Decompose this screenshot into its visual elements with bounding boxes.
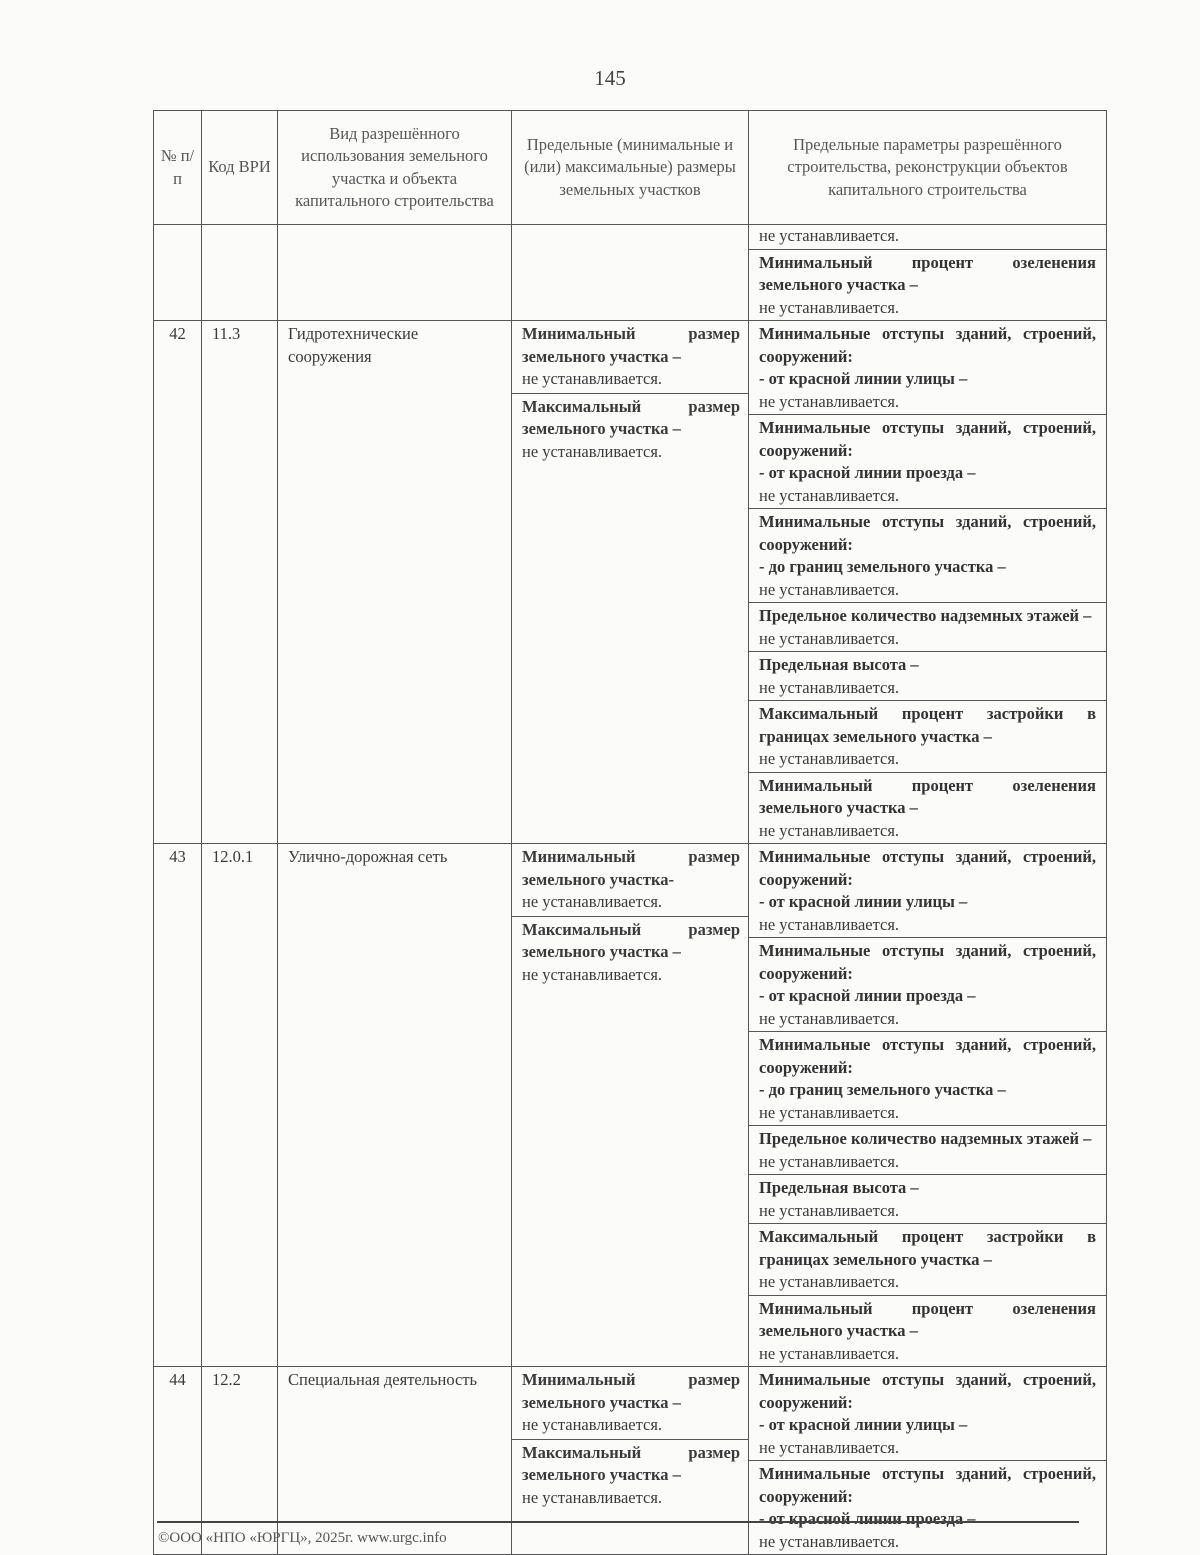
cell-size (512, 1367, 749, 1555)
cell-num: 44 (154, 1367, 202, 1555)
min-size: Минимальный размер земельного участка – не устанавливается. (522, 324, 740, 388)
cell-use: Улично-дорожная сеть (278, 844, 512, 1367)
table-row (154, 225, 1107, 321)
param-segment: Предельная высота – не устанавливается. (749, 652, 1106, 701)
header-use: Вид разрешённого использования земельного участка и объекта капитального строительства (278, 111, 512, 225)
param-segment: Минимальные отступы зданий, строений, сооружений: - от красной линии улицы – не устанавливается. (749, 321, 1106, 415)
header-code: Код ВРИ (202, 111, 278, 225)
max-size: Максимальный размер земельного участка – не устанавливается. (512, 916, 748, 989)
table-row (154, 844, 1107, 1367)
table-header-row (154, 111, 1107, 225)
cell-params (749, 844, 1107, 1367)
header-num: № п/п (154, 111, 202, 225)
param-segment: Предельная высота – не устанавливается. (749, 1175, 1106, 1224)
cell-use: Гидротехнические сооружения (278, 321, 512, 844)
param-segment: Минимальные отступы зданий, строений, сооружений: - от красной линии проезда – не устанавливается. (759, 1464, 1096, 1551)
cell-code: 11.3 (202, 321, 278, 844)
cell-size (512, 844, 749, 1367)
param-segment: Минимальный процент озеленения земельного участка – не устанавливается. (759, 1298, 1096, 1363)
cell-num (154, 225, 202, 321)
param-segment: Минимальные отступы зданий, строений, сооружений: - от красной линии улицы – не устанавливается. (749, 844, 1106, 938)
cell-params (749, 1367, 1107, 1555)
cell-use (278, 225, 512, 321)
header-params: Предельные параметры разрешённого строительства, реконструкции объектов капитального строительства (749, 111, 1107, 225)
param-segment: Минимальный процент озеленения земельного участка – не устанавливается. (759, 252, 1096, 317)
cell-num: 42 (154, 321, 202, 844)
param-segment: Минимальные отступы зданий, строений, сооружений: - до границ земельного участка – не устанавливается. (749, 1032, 1106, 1126)
regulations-table (153, 110, 1107, 1555)
param-segment: Минимальные отступы зданий, строений, сооружений: - от красной линии проезда – не устанавливается. (749, 938, 1106, 1032)
table-row (154, 321, 1107, 844)
cell-size (512, 321, 749, 844)
footer-divider (157, 1521, 1079, 1523)
param-segment: Минимальные отступы зданий, строений, сооружений: - от красной линии проезда – не устанавливается. (749, 415, 1106, 509)
cell-code (202, 225, 278, 321)
cell-params (749, 321, 1107, 844)
min-size: Минимальный размер земельного участка – не устанавливается. (522, 1370, 740, 1434)
param-segment: Максимальный процент застройки в границах земельного участка – не устанавливается. (749, 1224, 1106, 1296)
cell-params (749, 225, 1107, 321)
cell-code: 12.0.1 (202, 844, 278, 1367)
table-row (154, 1367, 1107, 1555)
cell-use: Специальная деятельность (278, 1367, 512, 1555)
cell-size (512, 225, 749, 321)
footer-copyright: ©ООО «НПО «ЮРГЦ», 2025г. www.urgc.info (158, 1530, 447, 1546)
cell-code: 12.2 (202, 1367, 278, 1555)
param-segment: Максимальный процент застройки в границах земельного участка – не устанавливается. (749, 701, 1106, 773)
max-size: Максимальный размер земельного участка – не устанавливается. (512, 393, 748, 466)
param-segment: Предельное количество надземных этажей – не устанавливается. (749, 603, 1106, 652)
min-size: Минимальный размер земельного участка- не устанавливается. (522, 847, 740, 911)
param-segment: Минимальные отступы зданий, строений, сооружений: - до границ земельного участка – не устанавливается. (749, 509, 1106, 603)
page-number: 145 (594, 66, 626, 90)
param-segment: Предельное количество надземных этажей – не устанавливается. (749, 1126, 1106, 1175)
cell-num: 43 (154, 844, 202, 1367)
param-segment: Минимальные отступы зданий, строений, сооружений: - от красной линии улицы – не устанавливается. (749, 1367, 1106, 1461)
param-segment: Минимальный процент озеленения земельного участка – не устанавливается. (759, 775, 1096, 840)
header-size: Предельные (минимальные и (или) максимальные) размеры земельных участков (512, 111, 749, 225)
param-segment: не устанавливается. (749, 225, 1106, 250)
max-size: Максимальный размер земельного участка – не устанавливается. (512, 1439, 748, 1512)
